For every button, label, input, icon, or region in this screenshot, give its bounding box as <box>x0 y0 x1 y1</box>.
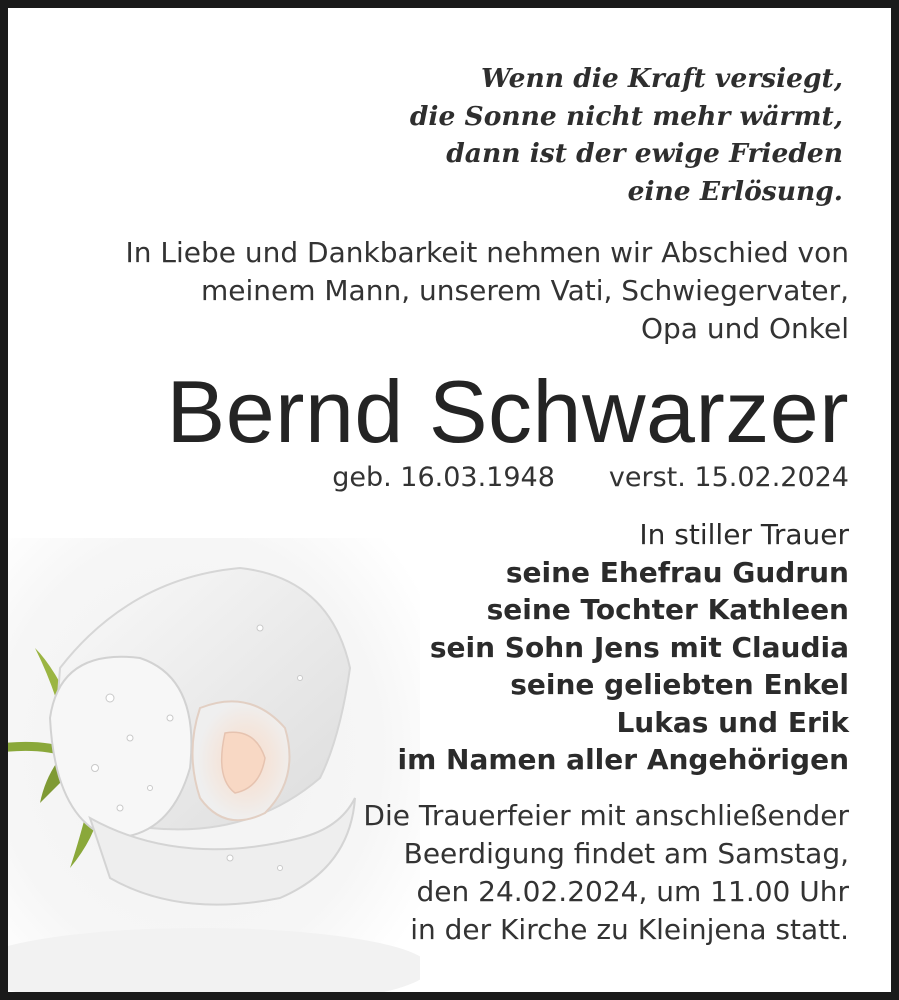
mourner-line: Lukas und Erik <box>616 705 849 739</box>
mourner-line: seine Tochter Kathleen <box>486 593 849 626</box>
birth-date: geb. 16.03.1948 <box>332 462 555 493</box>
poem-line: dann ist der ewige Frieden <box>446 138 843 169</box>
mourner-line: sein Sohn Jens mit Claudia <box>429 630 849 664</box>
poem-line: Wenn die Kraft versiegt, <box>481 63 843 94</box>
intro-line: In Liebe und Dankbarkeit nehmen wir Abschied von <box>125 236 849 269</box>
notice-text <box>59 60 849 949</box>
life-dates <box>59 458 849 498</box>
service-line: den 24.02.2024, um 11.00 Uhr <box>416 874 849 908</box>
deceased-name: Bernd Schwarzer <box>166 362 849 461</box>
intro-line: meinem Mann, unserem Vati, Schwiegervater, <box>200 274 849 307</box>
mourner-line: im Namen aller Angehörigen <box>397 743 849 776</box>
poem-line: die Sonne nicht mehr wärmt, <box>409 100 843 132</box>
service-line: in der Kirche zu Kleinjena statt. <box>410 912 849 946</box>
mourners-list <box>59 516 849 779</box>
poem <box>59 60 843 210</box>
death-date: verst. 15.02.2024 <box>608 462 849 493</box>
service-line: Beerdigung findet am Samstag, <box>403 836 849 870</box>
funeral-service-info <box>59 797 849 949</box>
mourners-heading: In stiller Trauer <box>639 518 849 551</box>
service-line: Die Trauerfeier mit anschließender <box>363 798 849 832</box>
poem-line: eine Erlösung. <box>627 175 843 207</box>
mourner-line: seine Ehefrau Gudrun <box>505 555 849 589</box>
intro-text <box>59 234 849 348</box>
mourner-line: seine geliebten Enkel <box>510 668 849 701</box>
intro-line: Opa und Onkel <box>640 312 849 345</box>
